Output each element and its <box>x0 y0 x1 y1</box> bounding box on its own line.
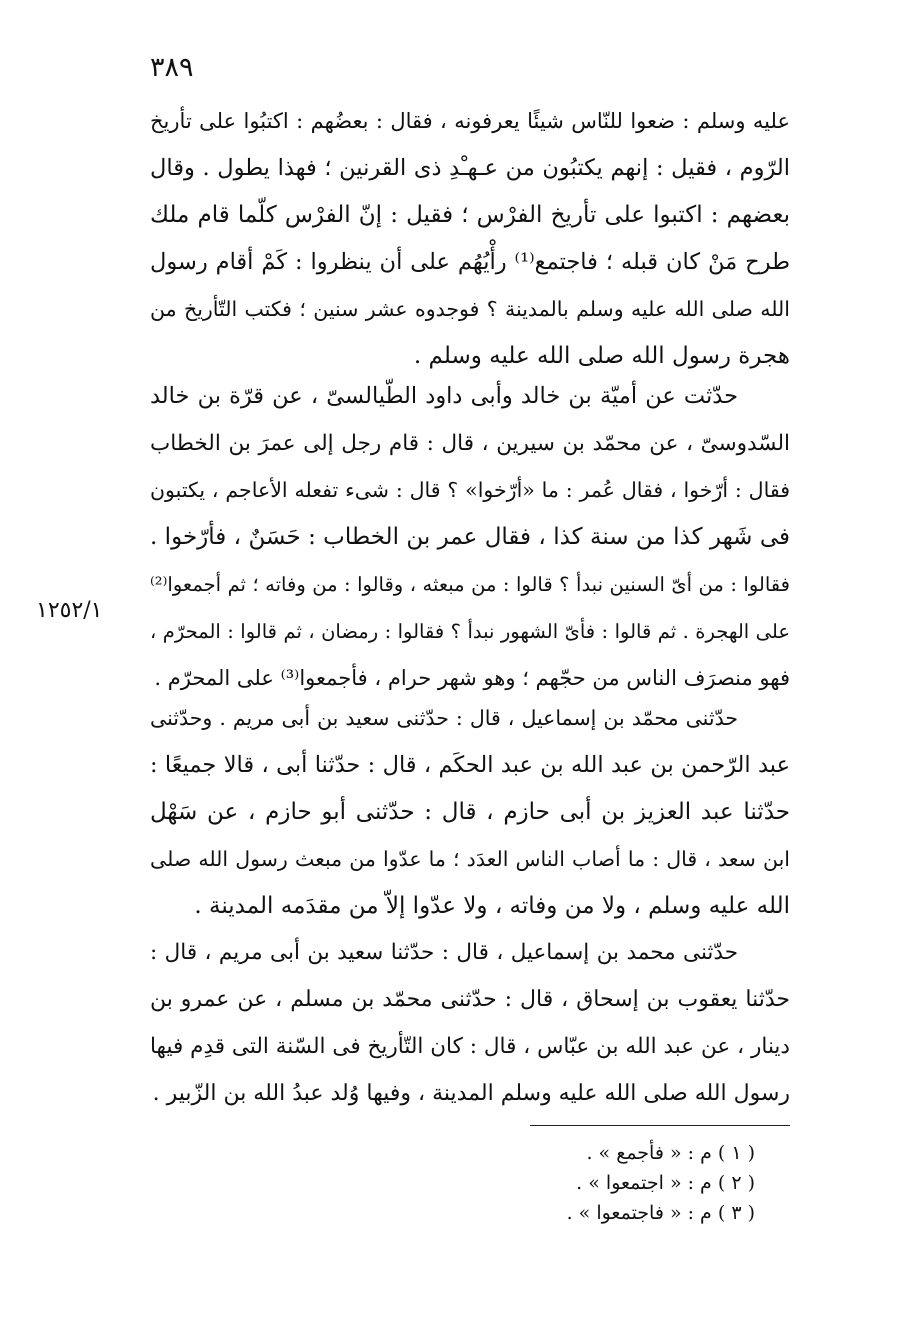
text-line: حدّثت عن أميّة بن خالد وأبى داود الطّيالسىّ ، عن قرّة بن خالد <box>150 383 738 409</box>
text-line: حدّثنا عبد العزيز بن أبى حازم ، قال : حدّثنى أبو حازم ، عن سَهْل <box>150 799 790 825</box>
text-line: السّدوسىّ ، عن محمّد بن سيرين ، قال : قام رجل إلى عمرَ بن الخطاب <box>150 431 790 456</box>
text-line: الله صلى الله عليه وسلم بالمدينة ؟ فوجدوه عشر سنين ؛ فكتب التّأريخ من <box>150 297 790 321</box>
paragraph-4 <box>150 929 790 1117</box>
footnote-1: ( ١ ) م : « فأجمع » . <box>586 1142 755 1164</box>
text-line: بعضهم : اكتبوا على تأريخ الفرْس ؛ فقيل : إنّ الفرْس كلّما قام ملك <box>150 202 790 228</box>
text-line: رسول الله صلى الله عليه وسلم المدينة ، وفيها وُلد عبدُ الله بن الزّبير . <box>152 1081 790 1106</box>
page-number: ٣٨٩ <box>150 52 194 83</box>
text-line: حدّثنى محمّد بن إسماعيل ، قال : حدّثنى سعيد بن أبى مريم . وحدّثنى <box>150 706 738 730</box>
text-line: طرح مَنْ كان قبله ؛ فاجتمع⁽¹⁾ رأْيُهُم على أن ينظروا : كَمْ أقام رسول <box>150 249 790 275</box>
paragraph-2 <box>150 373 790 702</box>
text-line: عبد الرّحمن بن عبد الله بن عبد الحكَم ، قال : حدّثنا أبى ، قالا جميعًا : <box>150 752 790 778</box>
text-line: الله عليه وسلم ، ولا من وفاته ، ولا عدّوا إلاّ من مقدَمه المدينة . <box>194 893 790 919</box>
text-line: هجرة رسول الله صلى الله عليه وسلم . <box>413 343 790 369</box>
paragraph-1 <box>150 98 790 380</box>
text-line: فقال : أرّخوا ، فقال عُمر : ما «أرّخوا» ؟ قال : شىء تفعله الأعاجم ، يكتبون <box>150 478 790 502</box>
text-line: عليه وسلم : ضعوا للنّاس شيئًا يعرفونه ، فقال : بعضُهم : اكتبُوا على تأريخ <box>150 109 790 133</box>
text-line: حدّثنى محمد بن إسماعيل ، قال : حدّثنا سعيد بن أبى مريم ، قال : <box>150 940 738 965</box>
text-line: على الهجرة . ثم قالوا : فأىّ الشهور نبدأ ؟ فقالوا : رمضان ، ثم قالوا : المحرّم ، <box>150 620 790 643</box>
footnotes <box>480 1138 755 1228</box>
text-line: الرّوم ، فقيل : إنهم يكتبُون من عـهـْدِ ذى القرنين ؛ فهذا يطول . وقال <box>150 155 790 181</box>
text-line: دينار ، عن عبد الله بن عبّاس ، قال : كان التّأريخ فى السّنة التى قدِم فيها <box>150 1034 790 1059</box>
text-line: فهو منصرَف الناس من حجّهم ؛ وهو شهر حرام ، فأجمعوا⁽³⁾ على المحرّم . <box>154 666 790 690</box>
footnote-divider <box>530 1125 790 1126</box>
footnote-3: ( ٣ ) م : « فاجتمعوا » . <box>566 1202 755 1224</box>
margin-note: ١٢٥٢/١ <box>36 598 103 623</box>
text-line: فى شَهر كذا من سنة كذا ، فقال عمر بن الخطاب : حَسَنٌ ، فأرّخوا . <box>150 524 790 550</box>
text-line: حدّثنا يعقوب بن إسحاق ، قال : حدّثنى محمّد بن مسلم ، عن عمرو بن <box>150 987 790 1012</box>
footnote-2: ( ٢ ) م : « اجتمعوا » . <box>576 1172 755 1194</box>
text-line: ابن سعد ، قال : ما أصاب الناس العدَد ؛ ما عدّوا من مبعث رسول الله صلى <box>150 847 790 871</box>
paragraph-3 <box>150 695 790 930</box>
text-line: فقالوا : من أىّ السنين نبدأ ؟ قالوا : من مبعثه ، وقالوا : من وفاته ؛ ثم أجمعوا⁽²⁾ <box>150 573 790 596</box>
